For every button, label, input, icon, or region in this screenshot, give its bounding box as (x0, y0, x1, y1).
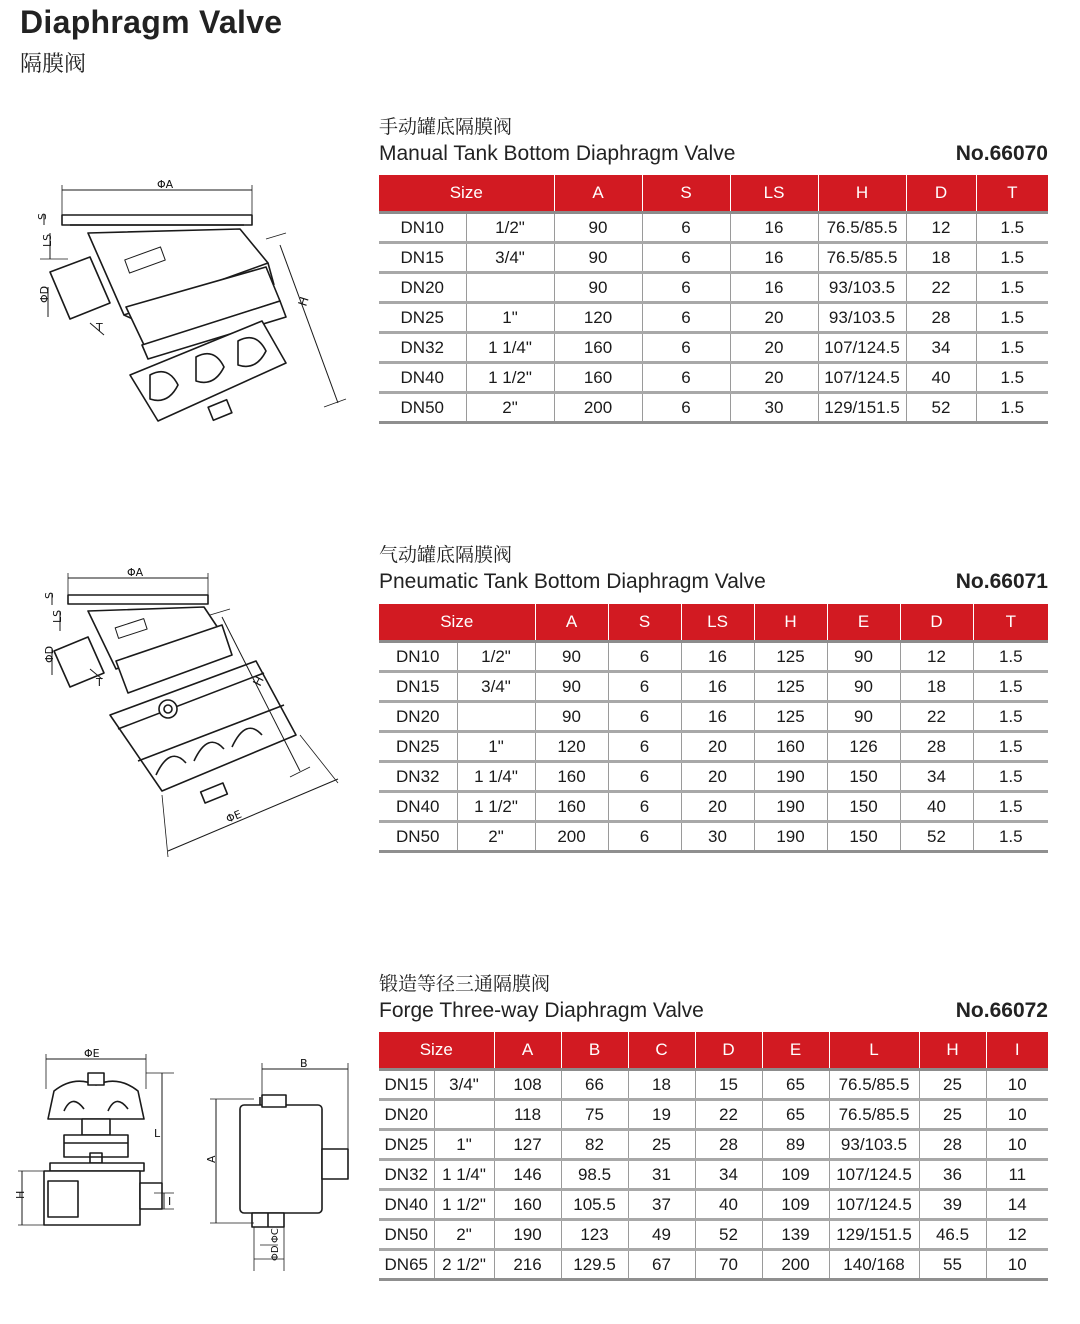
table-cell: 160 (535, 762, 608, 792)
page-title: Diaphragm Valve (20, 4, 283, 40)
table-cell: 6 (608, 702, 681, 732)
table-cell: 90 (535, 702, 608, 732)
table-cell (457, 702, 535, 732)
model-number: No.66070 (955, 142, 1048, 165)
table-cell: 52 (906, 393, 976, 423)
section-title-en: Forge Three-way Diaphragm Valve (379, 999, 704, 1022)
dim-label-b: B (300, 1057, 308, 1070)
dim-label-phi-d: ΦD (38, 285, 51, 303)
table-cell: 30 (730, 393, 818, 423)
column-header: D (695, 1032, 762, 1070)
table-cell: 52 (695, 1220, 762, 1250)
table-cell: 123 (561, 1220, 628, 1250)
table-cell: 20 (730, 363, 818, 393)
table-cell: 1/2" (457, 642, 535, 672)
table-cell: 6 (608, 642, 681, 672)
table-cell: DN40 (379, 792, 457, 822)
section-title-row (379, 140, 1048, 168)
table-cell: 46.5 (919, 1220, 986, 1250)
table-cell: 150 (827, 822, 900, 852)
table-cell: 107/124.5 (829, 1190, 919, 1220)
table-cell: DN10 (379, 642, 457, 672)
table-cell: 6 (642, 273, 730, 303)
column-header: S (642, 175, 730, 213)
table-row (379, 1100, 1048, 1130)
table-cell: 75 (561, 1100, 628, 1130)
dim-label-t: T (96, 676, 103, 689)
table-cell: 200 (535, 822, 608, 852)
table-cell: DN15 (379, 672, 457, 702)
table-cell: 107/124.5 (818, 333, 906, 363)
three-way-valve-drawing (14, 1045, 354, 1275)
table-cell: DN20 (379, 1100, 434, 1130)
table-cell: 90 (827, 702, 900, 732)
dim-label-i: I (168, 1195, 172, 1208)
table-row (379, 672, 1048, 702)
section-title-en: Manual Tank Bottom Diaphragm Valve (379, 142, 736, 165)
table-cell: 90 (535, 672, 608, 702)
spec-table (379, 175, 1048, 424)
section-title-zh: 气动罐底隔膜阀 (379, 545, 513, 566)
section-title-zh: 手动罐底隔膜阀 (379, 117, 513, 138)
table-cell: 1 1/4" (434, 1160, 494, 1190)
table-cell: 11 (986, 1160, 1048, 1190)
table-cell: 34 (695, 1160, 762, 1190)
table-cell: 200 (762, 1250, 829, 1280)
table-cell: 22 (695, 1100, 762, 1130)
table-cell: 160 (554, 363, 642, 393)
table-row (379, 1190, 1048, 1220)
section-title-row (379, 997, 1048, 1025)
table-cell: 200 (554, 393, 642, 423)
table-cell: 39 (919, 1190, 986, 1220)
table-cell: 12 (906, 213, 976, 243)
table-cell: 28 (900, 732, 973, 762)
table-cell: 1 1/2" (466, 363, 554, 393)
table-cell: 90 (827, 672, 900, 702)
table-header-row (379, 175, 1048, 213)
table-cell: 1.5 (973, 642, 1048, 672)
table-cell: 160 (554, 333, 642, 363)
table-cell: 2" (466, 393, 554, 423)
table-cell: 107/124.5 (818, 363, 906, 393)
table-cell: 190 (754, 792, 827, 822)
table-cell: 28 (906, 303, 976, 333)
column-header: H (919, 1032, 986, 1070)
table-cell: 1 1/4" (457, 762, 535, 792)
table-cell: 140/168 (829, 1250, 919, 1280)
column-header: E (762, 1032, 829, 1070)
column-header: I (986, 1032, 1048, 1070)
table-row (379, 393, 1048, 423)
table-cell: 90 (554, 243, 642, 273)
table-cell: 2 1/2" (434, 1250, 494, 1280)
table-cell: 76.5/85.5 (818, 213, 906, 243)
table-cell: 40 (695, 1190, 762, 1220)
table-cell: 1.5 (973, 732, 1048, 762)
table-cell: 1/2" (466, 213, 554, 243)
table-cell: DN50 (379, 393, 466, 423)
table-cell: 98.5 (561, 1160, 628, 1190)
table-cell: DN50 (379, 1220, 434, 1250)
table-cell: 20 (730, 303, 818, 333)
table-cell: DN25 (379, 1130, 434, 1160)
table-cell: 52 (900, 822, 973, 852)
table-cell: 10 (986, 1100, 1048, 1130)
table-cell: 3/4" (434, 1070, 494, 1100)
model-number: No.66072 (955, 999, 1048, 1022)
dim-label-h: H (14, 1190, 27, 1199)
table-cell: 28 (695, 1130, 762, 1160)
table-cell: 129/151.5 (818, 393, 906, 423)
table-cell: 125 (754, 672, 827, 702)
table-cell: DN15 (379, 243, 466, 273)
table-cell: 34 (900, 762, 973, 792)
table-row (379, 213, 1048, 243)
table-header-row (379, 604, 1048, 642)
table-cell: 12 (900, 642, 973, 672)
table-cell: 190 (754, 822, 827, 852)
table-row (379, 822, 1048, 852)
table-row (379, 642, 1048, 672)
table-cell: 1" (466, 303, 554, 333)
column-header: S (608, 604, 681, 642)
table-cell: 120 (554, 303, 642, 333)
section-title-zh: 锻造等径三通隔膜阀 (379, 974, 551, 995)
table-cell: 76.5/85.5 (829, 1070, 919, 1100)
table-cell: 18 (628, 1070, 695, 1100)
table-cell: 6 (642, 303, 730, 333)
dim-label-phi-a: ΦA (127, 566, 144, 579)
table-cell: 16 (681, 642, 754, 672)
table-cell: 6 (642, 393, 730, 423)
section-heading (379, 544, 1048, 596)
table-cell: 22 (900, 702, 973, 732)
table-cell: 66 (561, 1070, 628, 1100)
table-cell: 20 (681, 732, 754, 762)
table-cell: DN32 (379, 1160, 434, 1190)
table-cell: 1 1/4" (466, 333, 554, 363)
page-subtitle: 隔膜阀 (20, 51, 87, 76)
table-cell: 1.5 (973, 762, 1048, 792)
table-row (379, 1220, 1048, 1250)
table-cell: 129.5 (561, 1250, 628, 1280)
column-header: LS (730, 175, 818, 213)
table-cell: 55 (919, 1250, 986, 1280)
column-header: H (754, 604, 827, 642)
column-header-size: Size (379, 175, 554, 213)
table-cell: 90 (554, 213, 642, 243)
table-cell: 6 (642, 363, 730, 393)
table-header-row (379, 1032, 1048, 1070)
table-cell: 107/124.5 (829, 1160, 919, 1190)
table-cell: DN40 (379, 363, 466, 393)
column-header: B (561, 1032, 628, 1070)
dim-label-a: A (205, 1155, 218, 1163)
dim-label-phi-e: ΦE (84, 1047, 100, 1060)
table-cell: 1.5 (976, 243, 1048, 273)
table-cell: 160 (754, 732, 827, 762)
table-cell: 160 (494, 1190, 561, 1220)
pneumatic-valve-svg (38, 565, 358, 860)
section-heading (379, 116, 1048, 168)
manual-valve-drawing (30, 175, 350, 435)
column-header: A (554, 175, 642, 213)
table-cell: 109 (762, 1160, 829, 1190)
table-row (379, 243, 1048, 273)
table-cell: 1.5 (976, 273, 1048, 303)
table-cell: 6 (642, 333, 730, 363)
table-cell: 14 (986, 1190, 1048, 1220)
section-title-row (379, 568, 1048, 596)
table-cell: 93/103.5 (829, 1130, 919, 1160)
table-cell: 65 (762, 1070, 829, 1100)
table-row (379, 1130, 1048, 1160)
dim-label-phi-a: ΦA (157, 178, 174, 191)
table-cell: 108 (494, 1070, 561, 1100)
table-cell: DN40 (379, 1190, 434, 1220)
table-cell: DN32 (379, 333, 466, 363)
table-cell: 6 (608, 762, 681, 792)
table-cell: 89 (762, 1130, 829, 1160)
table-row (379, 732, 1048, 762)
column-header: A (535, 604, 608, 642)
table-cell: 25 (919, 1100, 986, 1130)
table-cell: 139 (762, 1220, 829, 1250)
table-cell: 6 (608, 732, 681, 762)
table-cell: 16 (681, 702, 754, 732)
table-cell: 125 (754, 642, 827, 672)
table-cell: 118 (494, 1100, 561, 1130)
table-cell: 2" (457, 822, 535, 852)
table-cell: 49 (628, 1220, 695, 1250)
table-cell: 20 (681, 792, 754, 822)
table-cell: 40 (900, 792, 973, 822)
dim-label-phi-c: ΦC (270, 1228, 281, 1243)
table-cell: 1 1/2" (434, 1190, 494, 1220)
table-cell: 70 (695, 1250, 762, 1280)
table-cell: 1.5 (973, 672, 1048, 702)
table-cell: 90 (554, 273, 642, 303)
dim-label-ls: LS (41, 233, 54, 247)
dim-label-h: H (295, 295, 312, 308)
dim-label-phi-d: ΦD (270, 1245, 281, 1261)
table-row (379, 792, 1048, 822)
column-header: H (818, 175, 906, 213)
table-cell: 31 (628, 1160, 695, 1190)
table-cell: 1.5 (976, 393, 1048, 423)
manual-valve-svg (30, 175, 350, 435)
dim-label-s: S (36, 213, 49, 220)
section-title-en: Pneumatic Tank Bottom Diaphragm Valve (379, 570, 766, 593)
column-header: D (900, 604, 973, 642)
column-header: LS (681, 604, 754, 642)
table-row (379, 762, 1048, 792)
table-cell: 82 (561, 1130, 628, 1160)
table-cell: 36 (919, 1160, 986, 1190)
table-cell: 6 (608, 792, 681, 822)
three-way-valve-svg (14, 1045, 354, 1275)
table-cell: 34 (906, 333, 976, 363)
column-header: E (827, 604, 900, 642)
table-row (379, 1070, 1048, 1100)
column-header-size: Size (379, 1032, 494, 1070)
column-header: L (829, 1032, 919, 1070)
table-cell: 12 (986, 1220, 1048, 1250)
table-cell: 1" (457, 732, 535, 762)
table-cell: 6 (608, 822, 681, 852)
table-cell: 19 (628, 1100, 695, 1130)
table-cell: 216 (494, 1250, 561, 1280)
table-cell: 109 (762, 1190, 829, 1220)
table-cell: 76.5/85.5 (829, 1100, 919, 1130)
table-cell: 1.5 (973, 702, 1048, 732)
table-cell: 65 (762, 1100, 829, 1130)
column-header: C (628, 1032, 695, 1070)
table-cell: 120 (535, 732, 608, 762)
dim-label-t: T (96, 321, 103, 334)
table-cell (466, 273, 554, 303)
table-cell: 1" (434, 1130, 494, 1160)
table-cell (434, 1100, 494, 1130)
table-cell: 129/151.5 (829, 1220, 919, 1250)
table-cell: 67 (628, 1250, 695, 1280)
table-cell: 1.5 (973, 792, 1048, 822)
table-cell: 10 (986, 1250, 1048, 1280)
column-header-size: Size (379, 604, 535, 642)
table-row (379, 1250, 1048, 1280)
table-cell: 160 (535, 792, 608, 822)
table-cell: 105.5 (561, 1190, 628, 1220)
dim-label-s: S (43, 592, 56, 599)
table-cell: DN20 (379, 702, 457, 732)
table-cell: DN32 (379, 762, 457, 792)
table-cell: 6 (642, 243, 730, 273)
table-cell: 146 (494, 1160, 561, 1190)
table-row (379, 273, 1048, 303)
table-cell: 15 (695, 1070, 762, 1100)
dim-label-l: L (154, 1127, 161, 1140)
table-row (379, 303, 1048, 333)
table-cell: 125 (754, 702, 827, 732)
table-cell: 37 (628, 1190, 695, 1220)
table-cell: 190 (494, 1220, 561, 1250)
dim-label-h: H (250, 673, 267, 689)
dim-label-ls: LS (51, 609, 64, 623)
table-cell: 28 (919, 1130, 986, 1160)
table-row (379, 702, 1048, 732)
pneumatic-valve-drawing (38, 565, 358, 860)
table-cell: 40 (906, 363, 976, 393)
spec-table (379, 1032, 1048, 1281)
column-header: T (976, 175, 1048, 213)
model-number: No.66071 (955, 570, 1048, 593)
table-row (379, 1160, 1048, 1190)
table-cell: 25 (628, 1130, 695, 1160)
table-row (379, 333, 1048, 363)
section-heading (379, 973, 1048, 1025)
dim-label-phi-e: ΦE (224, 807, 244, 826)
table-cell: 16 (730, 213, 818, 243)
column-header: A (494, 1032, 561, 1070)
table-cell: 90 (535, 642, 608, 672)
table-cell: 76.5/85.5 (818, 243, 906, 273)
table-cell: DN65 (379, 1250, 434, 1280)
table-cell: 93/103.5 (818, 273, 906, 303)
spec-table (379, 604, 1048, 853)
table-cell: 16 (681, 672, 754, 702)
table-cell: 2" (434, 1220, 494, 1250)
table-cell: 6 (608, 672, 681, 702)
table-cell: 1.5 (973, 822, 1048, 852)
table-cell: 20 (681, 762, 754, 792)
table-cell: DN20 (379, 273, 466, 303)
table-cell: DN10 (379, 213, 466, 243)
table-cell: 127 (494, 1130, 561, 1160)
table-cell: 16 (730, 273, 818, 303)
table-cell: 6 (642, 213, 730, 243)
dim-label-phi-d: ΦD (43, 645, 56, 663)
table-cell: 10 (986, 1130, 1048, 1160)
table-cell: 1.5 (976, 213, 1048, 243)
table-cell: DN25 (379, 732, 457, 762)
table-cell: 90 (827, 642, 900, 672)
table-cell: 20 (730, 333, 818, 363)
table-cell: 16 (730, 243, 818, 273)
table-cell: 1.5 (976, 363, 1048, 393)
table-cell: 1 1/2" (457, 792, 535, 822)
table-cell: 150 (827, 792, 900, 822)
table-cell: 1.5 (976, 303, 1048, 333)
table-cell: 1.5 (976, 333, 1048, 363)
table-cell: 10 (986, 1070, 1048, 1100)
table-cell: 25 (919, 1070, 986, 1100)
table-cell: DN50 (379, 822, 457, 852)
table-cell: 18 (900, 672, 973, 702)
column-header: T (973, 604, 1048, 642)
table-cell: 150 (827, 762, 900, 792)
table-cell: 93/103.5 (818, 303, 906, 333)
table-cell: 30 (681, 822, 754, 852)
table-cell: 3/4" (466, 243, 554, 273)
table-cell: DN25 (379, 303, 466, 333)
table-cell: DN15 (379, 1070, 434, 1100)
table-cell: 18 (906, 243, 976, 273)
table-cell: 3/4" (457, 672, 535, 702)
table-row (379, 363, 1048, 393)
table-cell: 126 (827, 732, 900, 762)
table-cell: 22 (906, 273, 976, 303)
table-cell: 190 (754, 762, 827, 792)
column-header: D (906, 175, 976, 213)
